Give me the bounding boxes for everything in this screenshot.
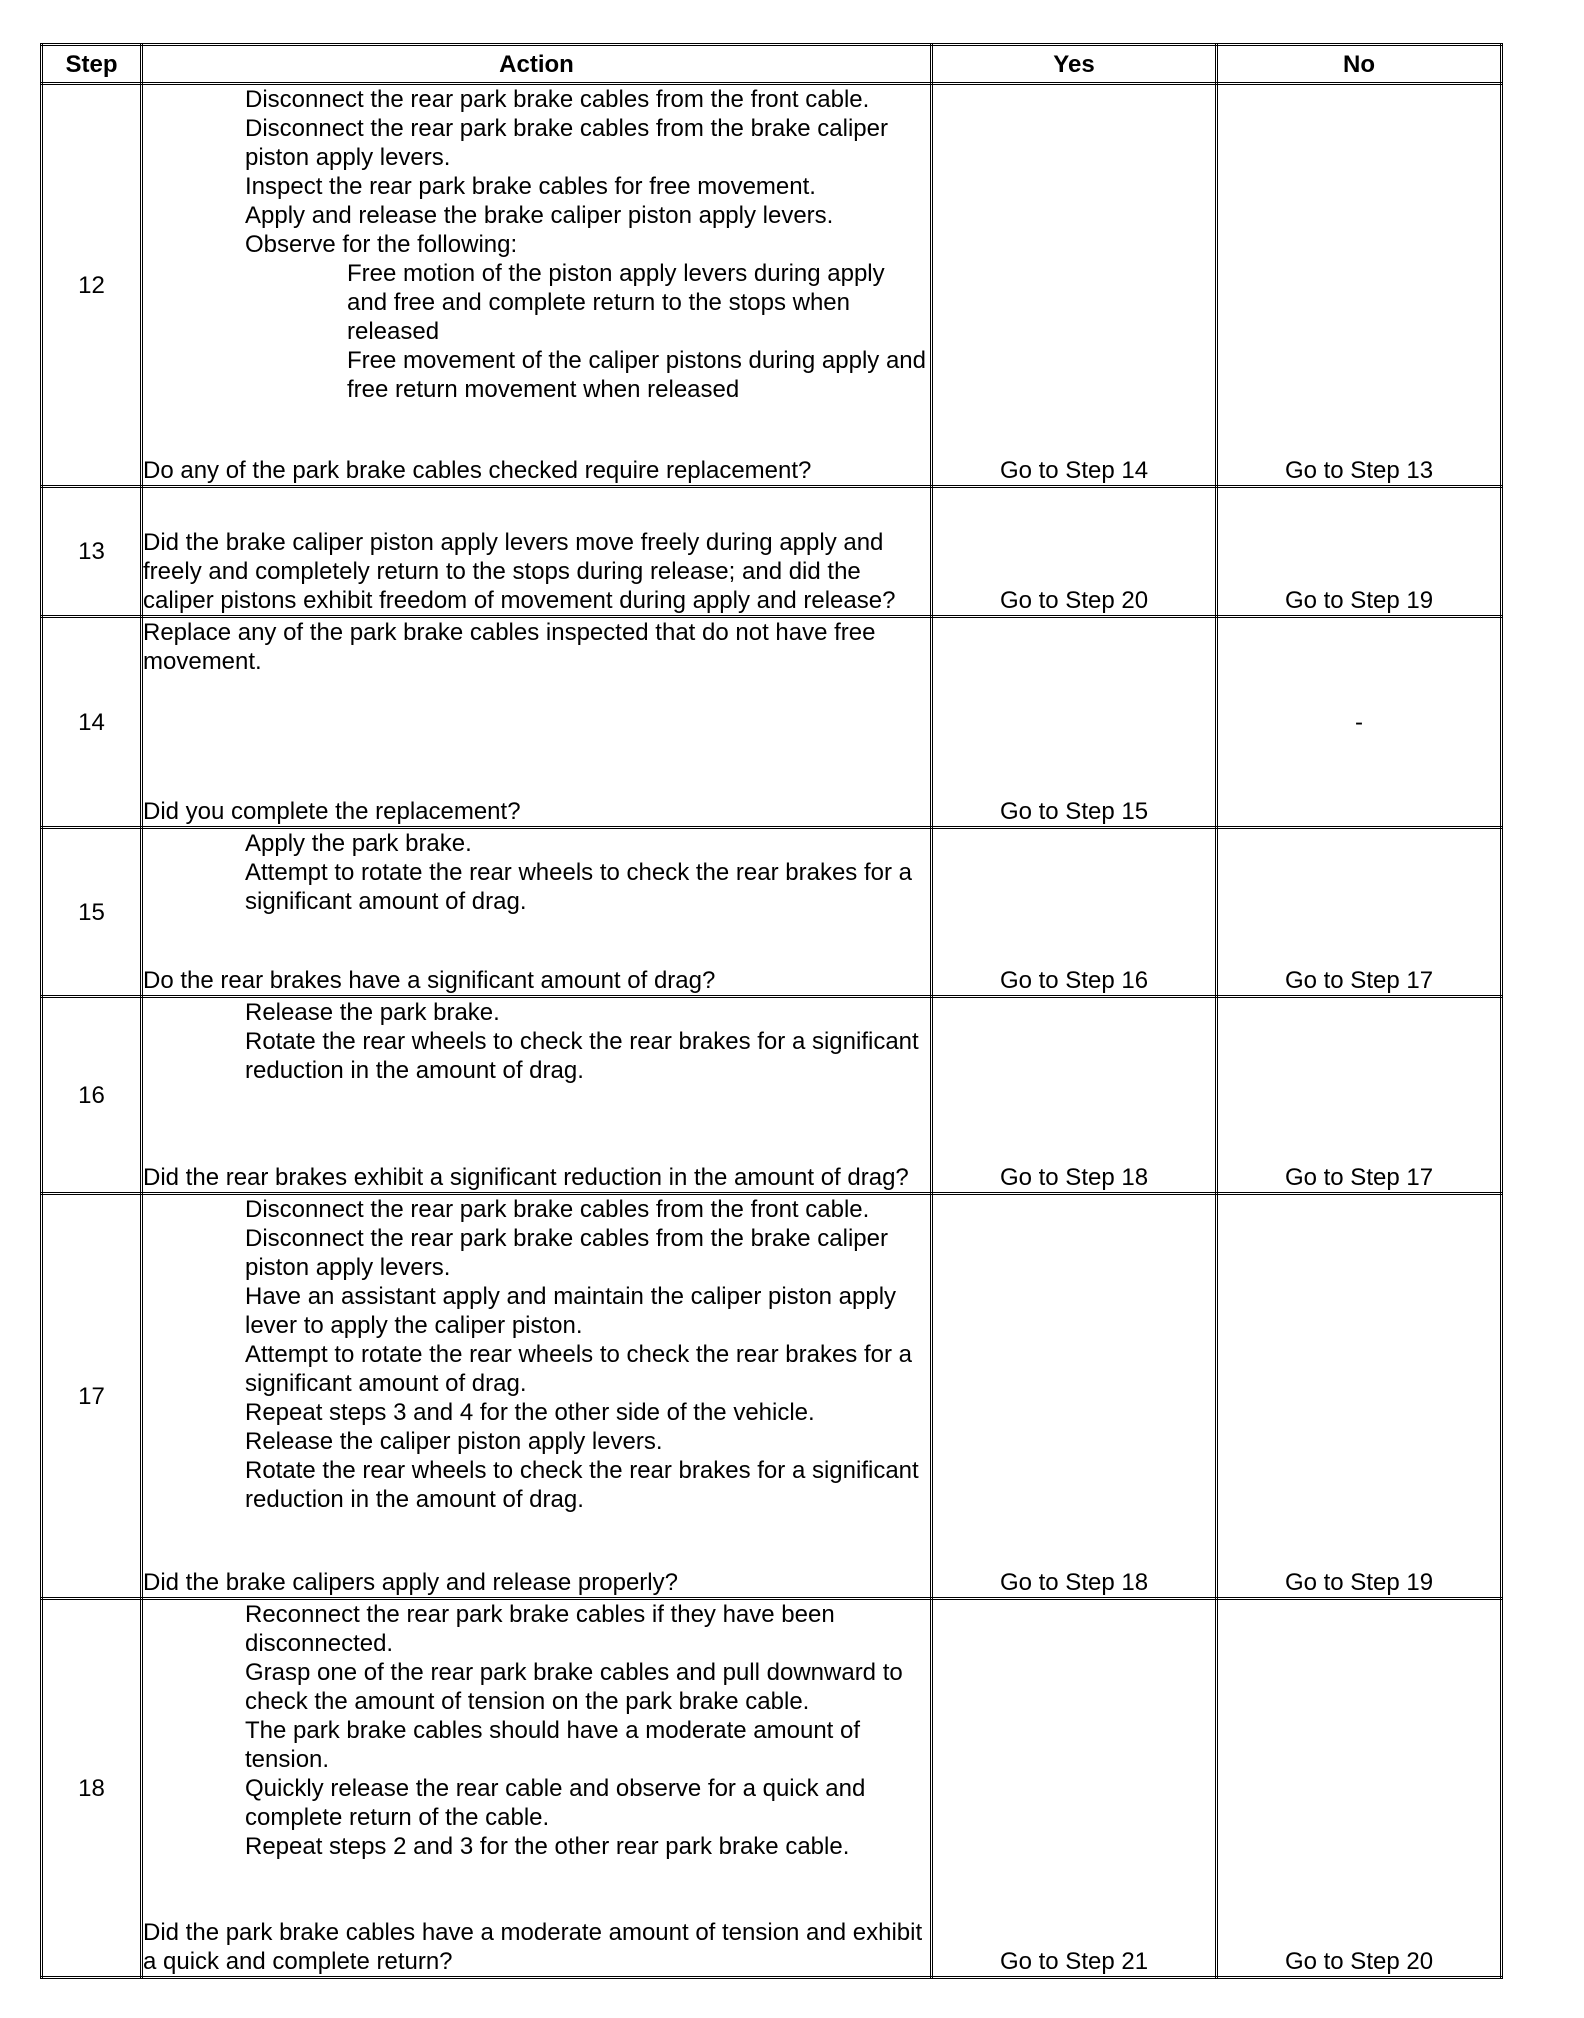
- table-row: [42, 997, 1502, 1194]
- action-spacer: [143, 1085, 930, 1163]
- action-instruction: Inspect the rear park brake cables for free movement.: [245, 173, 816, 200]
- header-no: No: [1217, 45, 1502, 84]
- action-instruction: Reconnect the rear park brake cables if they have been disconnected.: [245, 1601, 835, 1657]
- no-result: Go to Step 13: [1217, 84, 1502, 487]
- action-spacer: [143, 676, 930, 797]
- header-row: [42, 45, 1502, 84]
- yes-result: Go to Step 15: [932, 617, 1217, 828]
- action-instruction: Disconnect the rear park brake cables from the brake caliper piston apply levers.: [245, 1225, 888, 1281]
- action-question: Do the rear brakes have a significant amount of drag?: [143, 967, 716, 994]
- yes-result: Go to Step 14: [932, 84, 1217, 487]
- step-number: 17: [42, 1194, 142, 1599]
- step-number: 12: [42, 84, 142, 487]
- no-result: Go to Step 20: [1217, 1599, 1502, 1978]
- action-instruction: Release the caliper piston apply levers.: [245, 1428, 663, 1455]
- action-spacer: [143, 1514, 930, 1568]
- step-number: 14: [42, 617, 142, 828]
- action-question: Did the brake caliper piston apply levers move freely during apply and freely and completely return to the stops during release; and did the caliper pistons exhibit freedom of movement during apply and release?: [143, 529, 896, 614]
- yes-result: Go to Step 18: [932, 997, 1217, 1194]
- action-question: Did the rear brakes exhibit a significant reduction in the amount of drag?: [143, 1164, 909, 1191]
- action-cell: [142, 617, 932, 828]
- action-spacer: [143, 488, 930, 528]
- action-cell: [142, 1599, 932, 1978]
- action-instruction: Attempt to rotate the rear wheels to check the rear brakes for a significant amount of drag.: [245, 859, 912, 915]
- header-step: Step: [42, 45, 142, 84]
- action-cell: [142, 487, 932, 617]
- header-action: Action: [142, 45, 932, 84]
- action-instruction: Disconnect the rear park brake cables from the brake caliper piston apply levers.: [245, 115, 888, 171]
- table-row: [42, 1194, 1502, 1599]
- step-number: 15: [42, 828, 142, 997]
- action-content: [143, 1195, 930, 1597]
- diagnostic-page: [40, 43, 1500, 1979]
- action-instruction: The park brake cables should have a moderate amount of tension.: [245, 1717, 861, 1773]
- action-instruction: Free movement of the caliper pistons during apply and free return movement when released: [347, 347, 926, 403]
- action-instruction: Attempt to rotate the rear wheels to check the rear brakes for a significant amount of drag.: [245, 1341, 912, 1397]
- action-instruction: Apply and release the brake caliper piston apply levers.: [245, 202, 834, 229]
- table-body: [42, 84, 1502, 1978]
- no-result: -: [1217, 617, 1502, 828]
- step-number: 16: [42, 997, 142, 1194]
- action-question: Did you complete the replacement?: [143, 798, 521, 825]
- header-yes: Yes: [932, 45, 1217, 84]
- action-question: Do any of the park brake cables checked require replacement?: [143, 457, 812, 484]
- action-instruction: Replace any of the park brake cables inspected that do not have free movement.: [143, 619, 876, 675]
- action-instruction: Rotate the rear wheels to check the rear brakes for a significant reduction in the amount of drag.: [245, 1028, 919, 1084]
- action-content: [143, 1600, 930, 1976]
- action-instruction: Free motion of the piston apply levers during apply and free and complete return to the stops when released: [347, 260, 885, 345]
- action-instruction: Observe for the following:: [245, 231, 518, 258]
- action-content: [143, 618, 930, 826]
- action-cell: [142, 84, 932, 487]
- table-row: [42, 84, 1502, 487]
- action-content: [143, 829, 930, 995]
- table-row: [42, 487, 1502, 617]
- step-number: 13: [42, 487, 142, 617]
- action-spacer: [143, 916, 930, 966]
- action-instruction: Rotate the rear wheels to check the rear brakes for a significant reduction in the amount of drag.: [245, 1457, 919, 1513]
- action-cell: [142, 997, 932, 1194]
- action-content: [143, 488, 930, 615]
- action-instruction: Apply the park brake.: [245, 830, 472, 857]
- action-content: [143, 85, 930, 485]
- action-content: [143, 998, 930, 1192]
- action-instruction: Have an assistant apply and maintain the caliper piston apply lever to apply the caliper piston.: [245, 1283, 897, 1339]
- no-result: Go to Step 17: [1217, 828, 1502, 997]
- yes-result: Go to Step 21: [932, 1599, 1217, 1978]
- table-row: [42, 617, 1502, 828]
- action-cell: [142, 828, 932, 997]
- action-instruction: Disconnect the rear park brake cables from the front cable.: [245, 86, 870, 113]
- action-instruction: Grasp one of the rear park brake cables and pull downward to check the amount of tension on the park brake cable.: [245, 1659, 903, 1715]
- no-result: Go to Step 19: [1217, 487, 1502, 617]
- no-result: Go to Step 17: [1217, 997, 1502, 1194]
- yes-result: Go to Step 16: [932, 828, 1217, 997]
- action-cell: [142, 1194, 932, 1599]
- table-row: [42, 828, 1502, 997]
- no-result: Go to Step 19: [1217, 1194, 1502, 1599]
- action-instruction: Disconnect the rear park brake cables from the front cable.: [245, 1196, 870, 1223]
- action-instruction: Repeat steps 2 and 3 for the other rear park brake cable.: [245, 1833, 850, 1860]
- step-number: 18: [42, 1599, 142, 1978]
- action-spacer: [143, 1861, 930, 1918]
- action-instruction: Quickly release the rear cable and observe for a quick and complete return of the cable.: [245, 1775, 866, 1831]
- yes-result: Go to Step 18: [932, 1194, 1217, 1599]
- action-question: Did the brake calipers apply and release properly?: [143, 1569, 678, 1596]
- diagnostic-table: [40, 43, 1503, 1979]
- action-question: Did the park brake cables have a moderate amount of tension and exhibit a quick and complete return?: [143, 1919, 923, 1975]
- action-instruction: Release the park brake.: [245, 999, 500, 1026]
- yes-result: Go to Step 20: [932, 487, 1217, 617]
- action-spacer: [143, 404, 930, 456]
- table-row: [42, 1599, 1502, 1978]
- action-instruction: Repeat steps 3 and 4 for the other side of the vehicle.: [245, 1399, 815, 1426]
